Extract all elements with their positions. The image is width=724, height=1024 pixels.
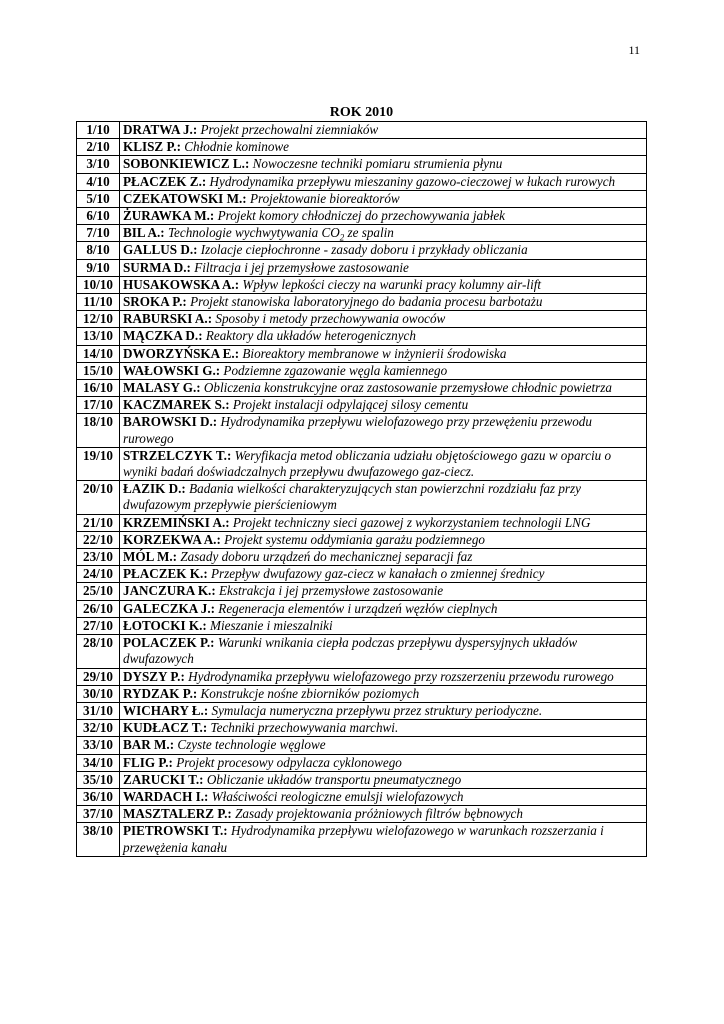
entry-title-subscript: 2 xyxy=(339,232,345,243)
entry-author: ŁOTOCKI K.: xyxy=(123,617,207,633)
entry-text xyxy=(120,788,647,805)
entry-author: WAŁOWSKI G.: xyxy=(123,362,221,378)
table-row xyxy=(77,225,647,242)
entry-number: 7/10 xyxy=(77,225,120,242)
entry-number: 1/10 xyxy=(77,122,120,139)
entry-number: 34/10 xyxy=(77,754,120,771)
entry-text xyxy=(120,600,647,617)
table-row xyxy=(77,823,647,856)
entry-title: Obliczanie układów transportu pneumatycznego xyxy=(206,771,462,787)
entry-number: 38/10 xyxy=(77,823,120,856)
entry-author: STRZELCZYK T.: xyxy=(123,447,232,463)
entry-number: 27/10 xyxy=(77,617,120,634)
entry-title: Weryfikacja metod obliczania udziału objętościowego gazu w oparciu o wyniki badań doświadczalnych przepływu dwufazowego gaz-ciecz. xyxy=(123,447,612,480)
table-row xyxy=(77,259,647,276)
table-row xyxy=(77,208,647,225)
entry-author: KRZEMIŃSKI A.: xyxy=(123,514,230,530)
entry-text xyxy=(120,242,647,259)
entry-number: 26/10 xyxy=(77,600,120,617)
entry-number: 5/10 xyxy=(77,190,120,207)
entry-title: Zasady projektowania próżniowych filtrów bębnowych xyxy=(235,806,523,822)
entry-title: Podziemne zgazowanie węgla kamiennego xyxy=(223,362,448,378)
entry-author: MASZTALERZ P.: xyxy=(123,806,232,822)
entry-number: 37/10 xyxy=(77,806,120,823)
entry-title: Ekstrakcja i jej przemysłowe zastosowanie xyxy=(219,583,444,599)
entry-author: POLACZEK P.: xyxy=(123,635,215,651)
entry-author: HUSAKOWSKA A.: xyxy=(123,276,240,292)
table-row xyxy=(77,754,647,771)
entry-text xyxy=(120,225,647,242)
table-row xyxy=(77,531,647,548)
entry-number: 17/10 xyxy=(77,397,120,414)
table-row xyxy=(77,702,647,719)
entry-number: 33/10 xyxy=(77,737,120,754)
entry-title: Obliczenia konstrukcyjne oraz zastosowanie przemysłowe chłodnic powietrza xyxy=(203,380,612,396)
entry-title: Bioreaktory membranowe w inżynierii środowiska xyxy=(242,345,507,361)
entry-text xyxy=(120,173,647,190)
entry-number: 24/10 xyxy=(77,566,120,583)
entry-text xyxy=(120,737,647,754)
table-row xyxy=(77,276,647,293)
entry-title: Izolacje ciepłochronne - zasady doboru i przykłady obliczania xyxy=(200,242,528,258)
entry-number: 10/10 xyxy=(77,276,120,293)
entry-author: PIETROWSKI T.: xyxy=(123,823,228,839)
entry-number: 9/10 xyxy=(77,259,120,276)
entry-title: Chłodnie kominowe xyxy=(184,139,289,155)
entry-author: WARDACH I.: xyxy=(123,788,209,804)
entry-text xyxy=(120,685,647,702)
entry-text xyxy=(120,139,647,156)
entry-number: 21/10 xyxy=(77,514,120,531)
table-row xyxy=(77,173,647,190)
entry-text xyxy=(120,208,647,225)
entry-text xyxy=(120,702,647,719)
entry-title: Hydrodynamika przepływu wielofazowego w warunkach rozszerzania i przewężenia kanału xyxy=(123,823,604,855)
table-row xyxy=(77,190,647,207)
entry-number: 22/10 xyxy=(77,531,120,548)
entry-author: DYSZY P.: xyxy=(123,668,185,684)
entry-author: MALASY G.: xyxy=(123,380,201,396)
table-row xyxy=(77,685,647,702)
entry-author: DRATWA J.: xyxy=(123,122,198,137)
entry-author: ŁAZIK D.: xyxy=(123,481,186,497)
entry-text xyxy=(120,414,647,447)
entry-title: Projekt procesowy odpylacza cyklonowego xyxy=(176,754,402,770)
table-row xyxy=(77,806,647,823)
entry-author: KACZMAREK S.: xyxy=(123,397,230,413)
entry-title: Mieszanie i mieszalniki xyxy=(210,617,333,633)
entry-author: SOBONKIEWICZ L.: xyxy=(123,156,250,172)
entry-text xyxy=(120,668,647,685)
entry-title: Projekt instalacji odpylającej silosy cementu xyxy=(232,397,469,413)
entry-author: JANCZURA K.: xyxy=(123,583,216,599)
entry-number: 20/10 xyxy=(77,481,120,514)
table-row xyxy=(77,242,647,259)
entry-number: 16/10 xyxy=(77,380,120,397)
entry-title: Projektowanie bioreaktorów xyxy=(249,190,400,206)
entry-number: 29/10 xyxy=(77,668,120,685)
entry-title: Filtracja i jej przemysłowe zastosowanie xyxy=(194,259,409,275)
entry-number: 3/10 xyxy=(77,156,120,173)
entry-text xyxy=(120,806,647,823)
entry-title: Projekt komory chłodniczej do przechowywania jabłek xyxy=(217,208,506,224)
entry-title: Sposoby i metody przechowywania owoców xyxy=(215,311,446,327)
entry-title: Hydrodynamika przepływu mieszaniny gazowo-cieczowej w łukach rurowych xyxy=(209,173,616,189)
entry-number: 25/10 xyxy=(77,583,120,600)
entry-text xyxy=(120,549,647,566)
entry-number: 8/10 xyxy=(77,242,120,259)
entry-number: 13/10 xyxy=(77,328,120,345)
table-row xyxy=(77,617,647,634)
table-row xyxy=(77,414,647,447)
table-row xyxy=(77,481,647,514)
entry-author: GALECZKA J.: xyxy=(123,600,215,616)
table-row xyxy=(77,447,647,480)
table-row xyxy=(77,514,647,531)
entry-number: 6/10 xyxy=(77,208,120,225)
table-row xyxy=(77,139,647,156)
entry-text xyxy=(120,122,647,139)
entry-author: RYDZAK P.: xyxy=(123,685,198,701)
table-row xyxy=(77,345,647,362)
entry-text xyxy=(120,397,647,414)
entry-author: BAROWSKI D.: xyxy=(123,414,218,430)
entry-text xyxy=(120,514,647,531)
entry-text xyxy=(120,156,647,173)
entry-number: 31/10 xyxy=(77,702,120,719)
theses-table-body xyxy=(77,122,647,857)
entry-title: Techniki przechowywania marchwi. xyxy=(210,720,399,736)
entry-author: RABURSKI A.: xyxy=(123,311,213,327)
entry-author: MĄCZKA D.: xyxy=(123,328,203,344)
entry-title: Projekt przechowalni ziemniaków xyxy=(200,122,379,137)
entry-text xyxy=(120,380,647,397)
entry-number: 23/10 xyxy=(77,549,120,566)
entry-text xyxy=(120,583,647,600)
entry-author: FLIG P.: xyxy=(123,754,173,770)
page-number: 11 xyxy=(628,43,640,57)
table-row xyxy=(77,771,647,788)
entry-text xyxy=(120,259,647,276)
entry-author: KUDŁACZ T.: xyxy=(123,720,208,736)
table-row xyxy=(77,566,647,583)
table-row xyxy=(77,328,647,345)
table-row xyxy=(77,635,647,668)
table-row xyxy=(77,788,647,805)
entry-text xyxy=(120,566,647,583)
entry-number: 14/10 xyxy=(77,345,120,362)
entry-author: KORZEKWA A.: xyxy=(123,531,221,547)
entry-text xyxy=(120,635,647,668)
table-row xyxy=(77,156,647,173)
entry-text xyxy=(120,328,647,345)
entry-author: MÓL M.: xyxy=(123,549,178,565)
entry-title: Reaktory dla układów heterogenicznych xyxy=(205,328,416,344)
entry-text xyxy=(120,276,647,293)
entry-number: 11/10 xyxy=(77,294,120,311)
table-row xyxy=(77,720,647,737)
entry-title: Warunki wnikania ciepła podczas przepływu dyspersyjnych układów dwufazowych xyxy=(123,635,578,667)
entry-title: Projekt stanowiska laboratoryjnego do badania procesu barbotażu xyxy=(190,294,543,310)
table-row xyxy=(77,362,647,379)
entry-number: 18/10 xyxy=(77,414,120,447)
entry-title: Projekt techniczny sieci gazowej z wykorzystaniem technologii LNG xyxy=(232,514,591,530)
page-heading: ROK 2010 xyxy=(329,105,394,120)
entry-text xyxy=(120,447,647,480)
entry-text xyxy=(120,531,647,548)
entry-title: Hydrodynamika przepływu wielofazowego przy przewężeniu przewodu rurowego xyxy=(123,414,592,446)
entry-title: Hydrodynamika przepływu wielofazowego przy rozszerzeniu przewodu rurowego xyxy=(188,668,614,684)
entry-title: Zasady doboru urządzeń do mechanicznej separacji faz xyxy=(180,549,473,565)
entry-text xyxy=(120,771,647,788)
entry-text xyxy=(120,481,647,514)
entry-title: Nowoczesne techniki pomiaru strumienia płynu xyxy=(252,156,503,172)
entry-title: Badania wielkości charakteryzujących stan powierzchni rozdziału faz przy dwufazowym przepływie pierścieniowym xyxy=(123,481,581,513)
table-row xyxy=(77,737,647,754)
entry-title: Symulacja numeryczna przepływu przez struktury periodyczne. xyxy=(211,702,543,718)
entry-author: SURMA D.: xyxy=(123,259,191,275)
entry-number: 2/10 xyxy=(77,139,120,156)
theses-table xyxy=(76,121,647,857)
entry-number: 35/10 xyxy=(77,771,120,788)
table-row xyxy=(77,311,647,328)
entry-text xyxy=(120,720,647,737)
entry-text xyxy=(120,617,647,634)
entry-number: 12/10 xyxy=(77,311,120,328)
table-row xyxy=(77,600,647,617)
table-row xyxy=(77,122,647,139)
entry-number: 28/10 xyxy=(77,635,120,668)
table-row xyxy=(77,583,647,600)
entry-author: KLISZ P.: xyxy=(123,139,181,155)
entry-author: GALLUS D.: xyxy=(123,242,198,258)
entry-number: 4/10 xyxy=(77,173,120,190)
entry-text xyxy=(120,754,647,771)
table-row xyxy=(77,397,647,414)
entry-author: SROKA P.: xyxy=(123,294,187,310)
table-row xyxy=(77,294,647,311)
entry-author: PŁACZEK Z.: xyxy=(123,173,207,189)
entry-title: Czyste technologie węglowe xyxy=(177,737,326,753)
entry-author: ZARUCKI T.: xyxy=(123,771,204,787)
entry-number: 32/10 xyxy=(77,720,120,737)
entry-author: WICHARY Ł.: xyxy=(123,702,209,718)
entry-number: 36/10 xyxy=(77,788,120,805)
entry-author: PŁACZEK K.: xyxy=(123,566,208,582)
table-row xyxy=(77,380,647,397)
entry-text xyxy=(120,362,647,379)
entry-title: Wpływ lepkości cieczy na warunki pracy kolumny air-lift xyxy=(242,276,542,292)
entry-title: Właściwości reologiczne emulsji wielofazowych xyxy=(211,788,464,804)
entry-title-continued: ze spalin xyxy=(344,225,394,241)
entry-title: Regeneracja elementów i urządzeń węzłów cieplnych xyxy=(218,600,498,616)
entry-text xyxy=(120,294,647,311)
entry-text xyxy=(120,190,647,207)
entry-title: Projekt systemu oddymiania garażu podziemnego xyxy=(224,531,485,547)
entry-number: 19/10 xyxy=(77,447,120,480)
entry-number: 30/10 xyxy=(77,685,120,702)
entry-text xyxy=(120,823,647,856)
entry-title: Technologie wychwytywania CO xyxy=(167,225,340,241)
entry-author: CZEKATOWSKI M.: xyxy=(123,190,247,206)
entry-number: 15/10 xyxy=(77,362,120,379)
entry-author: BAR M.: xyxy=(123,737,175,753)
entry-title: Przepływ dwufazowy gaz-ciecz w kanałach o zmiennej średnicy xyxy=(211,566,545,582)
entry-author: DWORZYŃSKA E.: xyxy=(123,345,240,361)
table-row xyxy=(77,668,647,685)
entry-text xyxy=(120,311,647,328)
table-row xyxy=(77,549,647,566)
entry-text xyxy=(120,345,647,362)
entry-title: Konstrukcje nośne zbiorników poziomych xyxy=(200,685,420,701)
entry-author: BIL A.: xyxy=(123,225,165,241)
entry-author: ŻURAWKA M.: xyxy=(123,208,215,224)
